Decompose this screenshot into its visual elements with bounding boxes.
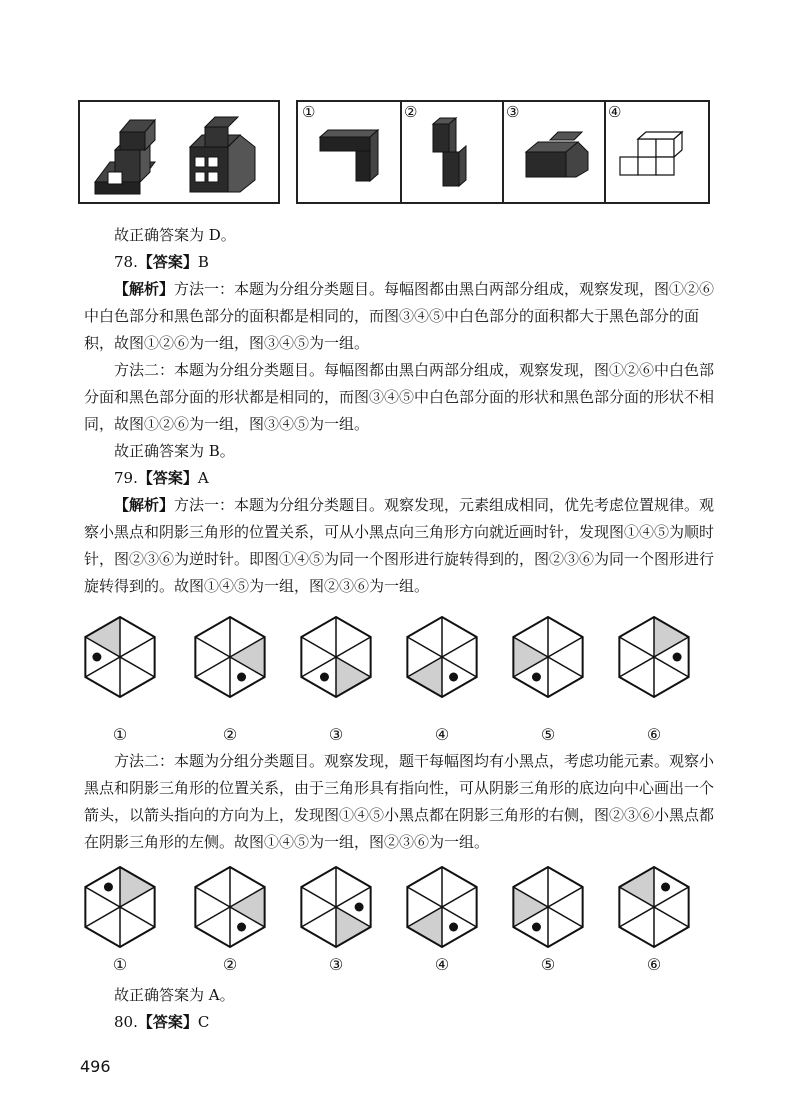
analysis-tag: 【解析】	[114, 496, 175, 514]
shaded-triangle	[407, 657, 442, 697]
shaded-triangle	[336, 907, 371, 947]
shaded-triangle	[654, 617, 689, 657]
hexagon-figures-1	[80, 612, 720, 702]
black-dot	[355, 903, 364, 912]
answer-value: B	[197, 253, 209, 271]
figure-label: ⑥	[646, 725, 662, 744]
cube-figure	[78, 100, 710, 204]
analysis-text: 方法一：本题为分组分类题目。每幅图都由黑白两部分组成，观察发现，图①②⑥中白色部分和黑色部分的面积都是相同的，而图③④⑤中白色部分的面积都大于黑色部分的面积，故图①②⑥为一组，图③④⑤为一组。	[84, 280, 715, 352]
answer-tag: 【答案】	[137, 1013, 198, 1031]
hexagon-figure	[407, 617, 476, 697]
black-dot	[661, 883, 670, 892]
shaded-triangle	[85, 617, 120, 657]
figure-label: ⑤	[540, 725, 556, 744]
black-dot	[237, 673, 246, 682]
option-label: ③	[506, 103, 520, 121]
analysis-78-method-2: 方法二：本题为分组分类题目。每幅图都由黑白两部分组成，观察发现，图①②⑥中白色部分面和黑色部分面的形状都是相同的，而图③④⑤中白色部分面的形状和黑色部分面的形状不相同，故图①②⑥为一组，图③④⑤为一组。	[84, 361, 715, 433]
black-dot	[92, 653, 101, 662]
cube-options-panel	[296, 100, 710, 204]
hexagon-labels-1	[80, 725, 720, 747]
hexagon-figure	[301, 617, 370, 697]
black-dot	[104, 883, 113, 892]
question-80-answer	[114, 1009, 720, 1036]
hexagon-figure	[85, 867, 154, 947]
figure-label: ①	[112, 725, 128, 744]
page-number: 496	[80, 1057, 111, 1076]
analysis-78-method-1	[84, 276, 720, 357]
black-dot	[449, 923, 458, 932]
figure-label: ②	[222, 725, 238, 744]
figure-label: ⑤	[540, 955, 556, 974]
analysis-tag: 【解析】	[114, 280, 175, 298]
option-label: ②	[404, 103, 418, 121]
black-dot	[237, 923, 246, 932]
cube-options-image	[298, 102, 708, 202]
answer-value: C	[197, 1013, 210, 1031]
answer-tag: 【答案】	[137, 253, 198, 271]
question-number: 79.	[114, 469, 138, 487]
hexagon-figure	[85, 617, 154, 697]
hexagon-figure	[513, 867, 582, 947]
option-label: ④	[608, 103, 622, 121]
figure-label: ④	[434, 725, 450, 744]
hexagon-figures-2	[80, 862, 720, 952]
analysis-79-method-1	[84, 492, 720, 600]
figure-label: ③	[328, 955, 344, 974]
hexagon-figure	[195, 617, 264, 697]
black-dot	[449, 673, 458, 682]
answer-value: A	[197, 469, 209, 487]
figure-label: ②	[222, 955, 238, 974]
black-dot	[673, 653, 682, 662]
hexagon-figure	[619, 867, 688, 947]
hexagon-labels-2	[80, 955, 720, 977]
figure-label: ①	[112, 955, 128, 974]
shaded-triangle	[230, 637, 265, 677]
hexagon-row-1	[80, 612, 720, 702]
figure-label: ③	[328, 725, 344, 744]
figure-label: ⑥	[646, 955, 662, 974]
shaded-triangle	[513, 887, 548, 927]
black-dot	[320, 673, 329, 682]
answer-line: 故正确答案为 A。	[114, 986, 235, 1004]
analysis-79-method-2: 方法二：本题为分组分类题目。观察发现，题干每幅图均有小黑点，考虑功能元素。观察小黑点和阴影三角形的位置关系，由于三角形具有指向性，可从阴影三角形的底边向中心画出一个箭头，以箭头指向的方向为上，发现图①④⑤小黑点都在阴影三角形的右侧，图②③⑥小黑点都在阴影三角形的左侧。故图①④⑤为一组，图②③⑥为一组。	[84, 752, 715, 851]
hexagon-figure	[619, 617, 688, 697]
answer-line: 故正确答案为 D。	[114, 226, 236, 244]
black-dot	[532, 673, 541, 682]
black-dot	[532, 923, 541, 932]
hexagon-figure	[513, 617, 582, 697]
hexagon-figure	[301, 867, 370, 947]
question-79-answer	[114, 465, 720, 492]
cube-stem-panel	[78, 100, 280, 204]
question-number: 80.	[114, 1013, 138, 1031]
question-number: 78.	[114, 253, 138, 271]
hexagon-figure	[407, 867, 476, 947]
hexagon-row-2	[80, 862, 720, 952]
hexagon-figure	[195, 867, 264, 947]
option-label: ①	[302, 103, 316, 121]
analysis-text: 方法一：本题为分组分类题目。观察发现，元素组成相同，优先考虑位置规律。观察小黑点和阴影三角形的位置关系，可从小黑点向三角形方向就近画时针，发现图①④⑤为顺时针，图②③⑥为逆时针。即图①④⑤为同一个图形进行旋转得到的，图②③⑥为同一个图形进行旋转得到的。故图①④⑤为一组，图②③⑥为一组。	[84, 496, 715, 595]
shaded-triangle	[513, 637, 548, 677]
question-78-answer	[114, 249, 720, 276]
shaded-triangle	[407, 907, 442, 947]
answer-line: 故正确答案为 B。	[114, 442, 235, 460]
shaded-triangle	[120, 867, 155, 907]
shaded-triangle	[619, 867, 654, 907]
cube-stacks-stem-image	[80, 102, 278, 202]
shaded-triangle	[336, 657, 371, 697]
figure-label: ④	[434, 955, 450, 974]
shaded-triangle	[230, 887, 265, 927]
answer-tag: 【答案】	[137, 469, 198, 487]
